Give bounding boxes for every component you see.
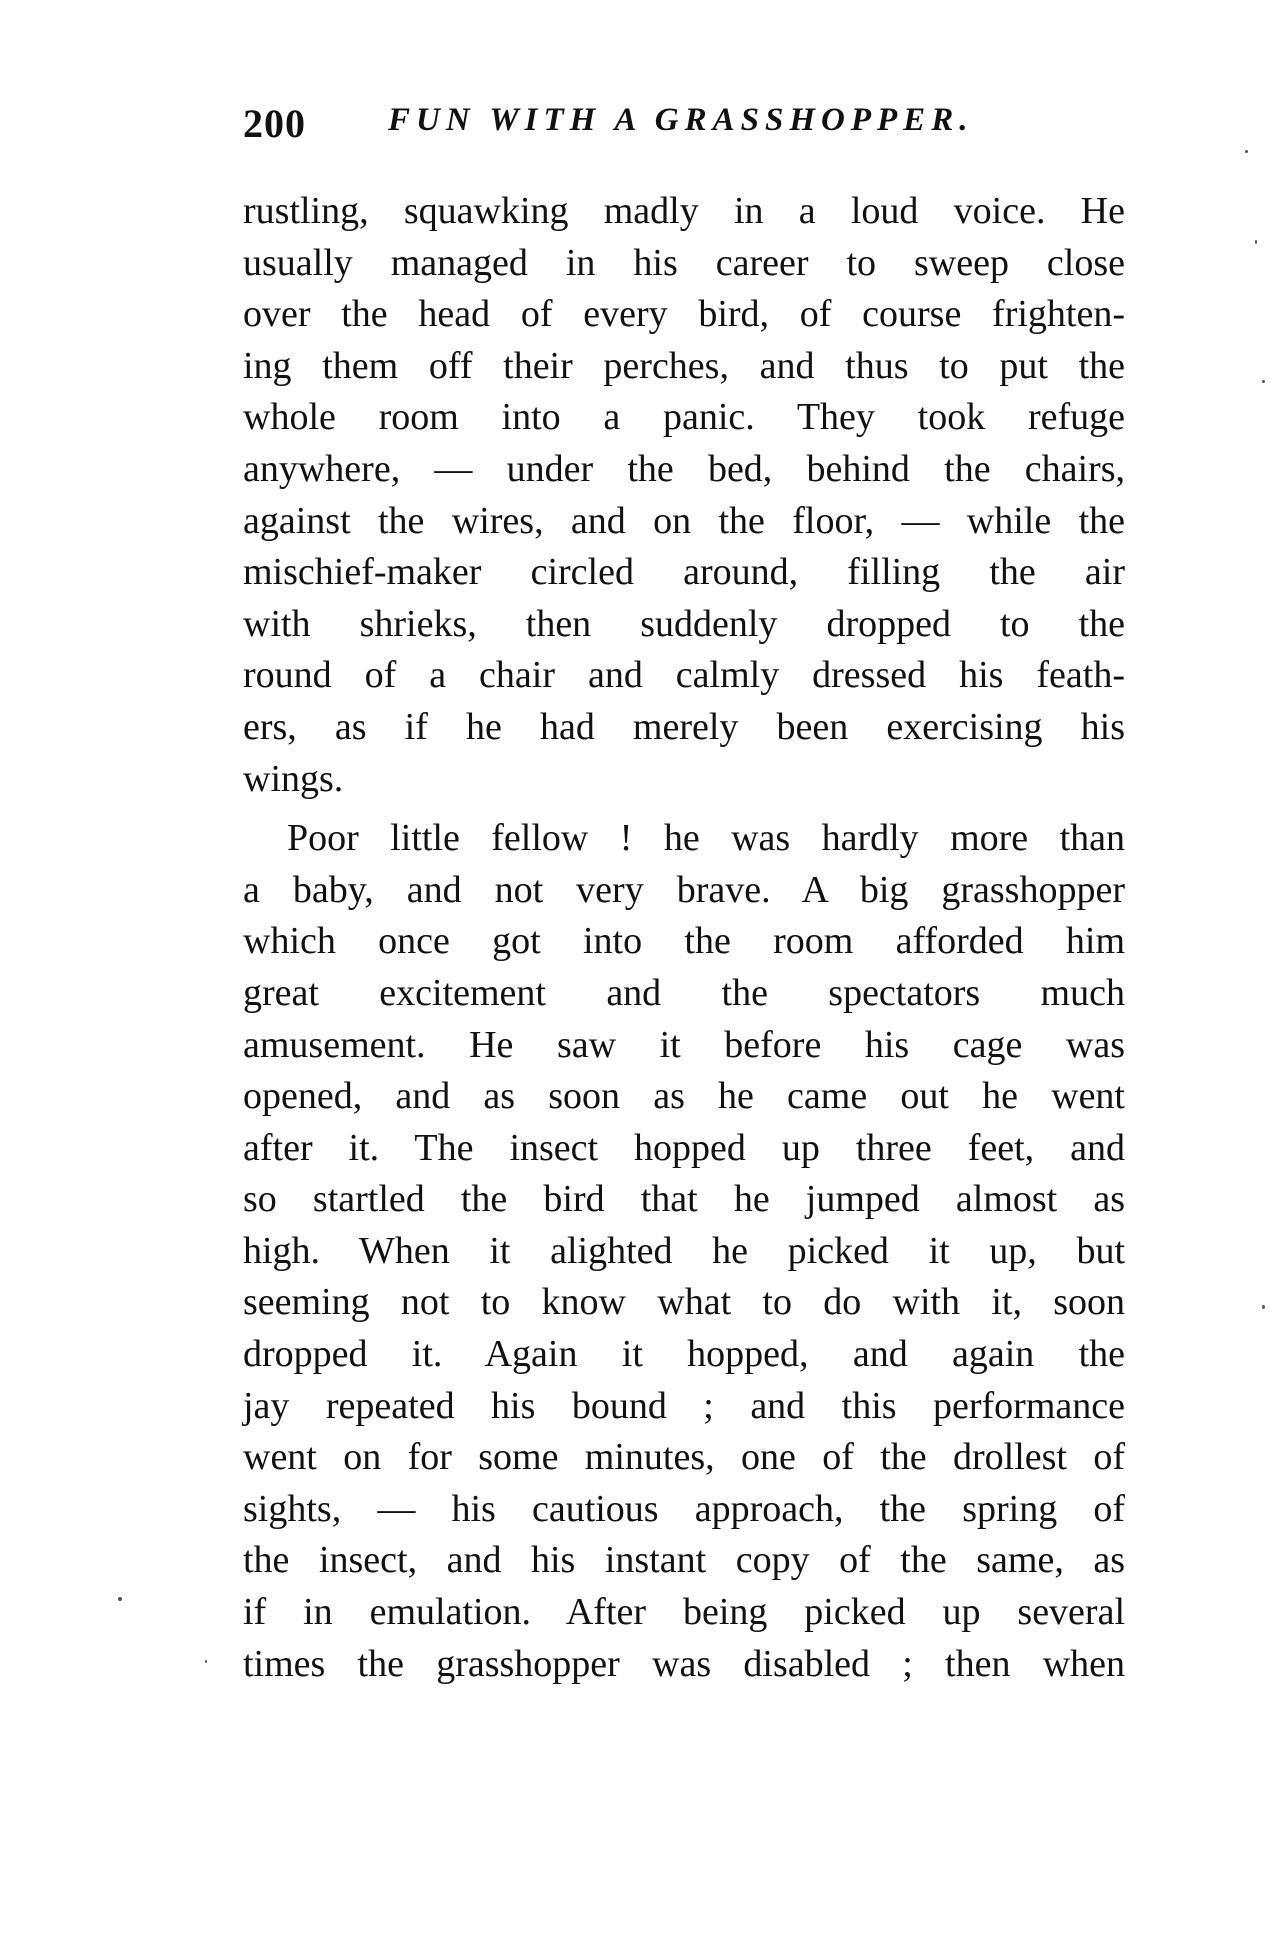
text-line: round of a chair and calmly dressed his feath- (243, 654, 1125, 697)
text-line: which once got into the room afforded him (243, 920, 1125, 963)
running-head: FUN WITH A GRASSHOPPER. (388, 102, 974, 138)
scan-speck (1262, 380, 1265, 383)
text-line: times the grasshopper was disabled ; then when (243, 1642, 1125, 1685)
scan-speck (1245, 150, 1248, 153)
text-line: whole room into a panic. They took refuge (243, 396, 1125, 439)
text-line: sights, — his cautious approach, the spring of (243, 1487, 1125, 1530)
body-text (243, 186, 1125, 1690)
text-line: with shrieks, then suddenly dropped to the (243, 602, 1125, 645)
text-line: ing them off their perches, and thus to put the (243, 344, 1125, 387)
text-line: against the wires, and on the floor, — while the (243, 499, 1125, 542)
text-line: the insect, and his instant copy of the same, as (243, 1539, 1125, 1582)
text-line: mischief-maker circled around, filling the air (243, 551, 1125, 594)
text-line: wings. (243, 757, 344, 800)
page-header (243, 100, 1143, 160)
scan-speck (118, 1597, 122, 1601)
scan-speck (205, 1660, 207, 1663)
text-line: rustling, squawking madly in a loud voice. He (243, 190, 1125, 232)
text-line: great excitement and the spectators much (243, 971, 1125, 1014)
text-line: high. When it alighted he picked it up, but (243, 1229, 1125, 1272)
scan-speck (1255, 240, 1257, 244)
text-line: a baby, and not very brave. A big grasshopper (243, 868, 1125, 911)
text-line: seeming not to know what to do with it, soon (243, 1281, 1125, 1324)
text-line: after it. The insect hopped up three feet, and (243, 1126, 1125, 1169)
text-line: so startled the bird that he jumped almost as (243, 1178, 1125, 1221)
text-line: anywhere, — under the bed, behind the chairs, (243, 447, 1125, 490)
text-line: over the head of every bird, of course frighten- (243, 293, 1125, 336)
text-line: went on for some minutes, one of the drollest of (243, 1436, 1125, 1479)
text-line: jay repeated his bound ; and this performance (243, 1384, 1125, 1427)
page-number: 200 (243, 101, 306, 146)
text-line: amusement. He saw it before his cage was (243, 1023, 1125, 1066)
text-line: opened, and as soon as he came out he went (243, 1075, 1125, 1118)
text-line: Poor little fellow ! he was hardly more than (287, 817, 1125, 860)
scan-speck (1262, 1305, 1265, 1309)
text-line: usually managed in his career to sweep close (243, 241, 1125, 284)
text-line: if in emulation. After being picked up several (243, 1591, 1125, 1634)
text-line: ers, as if he had merely been exercising his (243, 705, 1125, 748)
text-line: dropped it. Again it hopped, and again the (243, 1333, 1125, 1376)
